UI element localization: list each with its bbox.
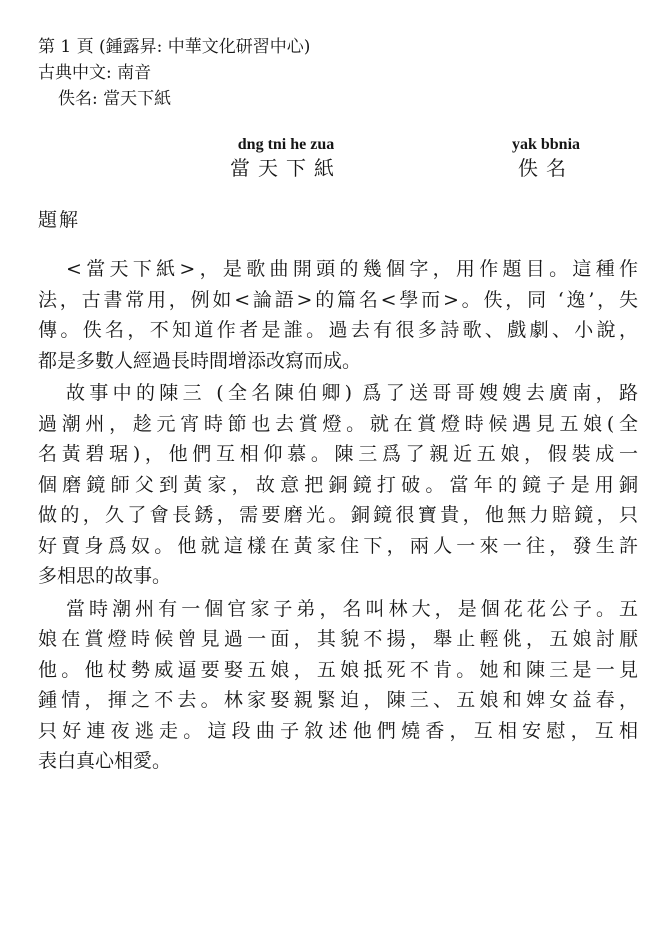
title-romanization: dng tni he zua — [237, 136, 335, 153]
paragraph-3-line: 表白真心相愛。 — [38, 750, 172, 772]
paragraph-1-line: 傳。佚名，不知道作者是誰。過去有很多詩歌、戲劇、小說， — [38, 319, 638, 341]
author-romanization: yak bbnia — [511, 136, 581, 153]
page-header-work: 佚名: 當天下紙 — [58, 89, 172, 109]
paragraph-2-line: 名黃碧琚)，他們互相仰慕。陳三爲了親近五娘，假裝成一 — [38, 443, 638, 465]
work-title — [196, 136, 376, 180]
paragraph-3-line: 當時潮州有一個官家子弟，名叫林大，是個花花公子。五 — [66, 597, 638, 620]
paragraph-3-line: 娘在賞燈時候曾見過一面，其貌不揚，舉止輕佻，五娘討厭 — [38, 628, 638, 650]
paragraph-3-line: 只好連夜逃走。這段曲子敘述他們燒香，互相安慰，互相 — [38, 719, 638, 742]
page-header-category: 古典中文: 南音 — [38, 63, 152, 83]
paragraph-2-line: 做的，久了會長銹，需要磨光。銅鏡很寶貴，他無力賠鏡，只 — [38, 504, 638, 526]
title-hanzi: 當天下紙 — [230, 156, 342, 180]
paragraph-2-line: 個磨鏡師父到黃家，故意把銅鏡打破。當年的鏡子是用銅 — [38, 473, 638, 496]
paragraph-2-line: 好賣身爲奴。他就這樣在黃家住下，兩人一來一往，發生許 — [38, 534, 638, 557]
paragraph-3-line: 他。他杖勢威逼要娶五娘，五娘抵死不肯。她和陳三是一見 — [38, 658, 638, 681]
paragraph-1-line: 法，古書常用，例如<論語>的篇名<學而>。佚，同 ‘逸’，失 — [38, 288, 638, 311]
title-block — [0, 136, 672, 186]
paragraph-1-line: 都是多數人經過長時間增添改寫而成。 — [38, 349, 362, 372]
work-author — [486, 136, 606, 180]
paragraph-2-line: 多相思的故事。 — [38, 565, 172, 587]
paragraph-1-line: <當天下紙>，是歌曲開頭的幾個字，用作題目。這種作 — [66, 258, 638, 280]
section-heading: 題解 — [38, 209, 81, 231]
paragraph-2-line: 故事中的陳三 (全名陳伯卿) 爲了送哥哥嫂嫂去廣南，路 — [66, 382, 638, 404]
paragraph-2-line: 過潮州，趁元宵時節也去賞燈。就在賞燈時候遇見五娘(全 — [38, 412, 638, 435]
explanation-body — [38, 254, 638, 777]
page-header-source: 第 1 頁 (鍾露昇: 中華文化研習中心) — [38, 37, 311, 57]
author-hanzi: 佚名 — [518, 156, 574, 180]
paragraph-3-line: 鍾情，揮之不去。林家娶親緊迫，陳三、五娘和婢女益春， — [38, 689, 638, 711]
